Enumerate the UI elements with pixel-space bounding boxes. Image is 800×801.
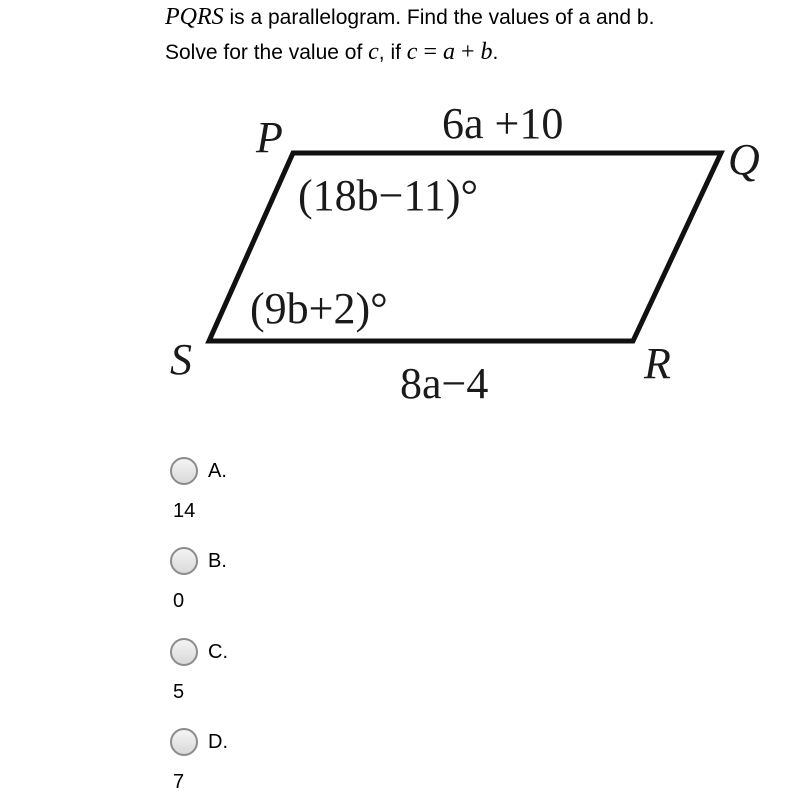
question-line-2-end: .	[492, 41, 499, 64]
option-c-letter: C.	[208, 641, 228, 663]
question-line-2-prefix: Solve for the value of	[165, 41, 369, 64]
angle-p-label: (18b−11)°	[298, 171, 479, 220]
option-d-radio[interactable]	[170, 728, 198, 756]
parallelogram-diagram	[170, 88, 790, 408]
option-b-letter: B.	[208, 550, 227, 572]
option-c-radio[interactable]	[170, 638, 198, 666]
vertex-label-s: S	[170, 335, 192, 384]
option-d-value: 7	[173, 771, 185, 793]
option-d-letter: D.	[208, 731, 228, 753]
question-text	[165, 0, 795, 70]
equation-c: c	[406, 39, 418, 65]
equation-a: a	[443, 39, 455, 65]
equation-b: b	[480, 39, 493, 65]
option-a-radio[interactable]	[170, 457, 198, 485]
variable-c: c	[368, 39, 379, 65]
vertex-label-p: P	[256, 113, 283, 162]
question-line-1-text: is a parallelogram. Find the values of a and b.	[223, 6, 655, 29]
question-line-1	[165, 0, 795, 35]
question-line-2-mid: , if	[378, 41, 407, 64]
vertex-label-q: Q	[728, 135, 760, 184]
question-line-2	[165, 35, 795, 70]
parallelogram-name: PQRS	[165, 4, 224, 30]
bottom-side-label: 8a−4	[400, 359, 489, 408]
equation-plus: +	[455, 39, 481, 65]
vertex-label-r: R	[644, 339, 671, 388]
parallelogram-figure	[170, 88, 790, 408]
option-c-value: 5	[173, 681, 185, 703]
option-a-letter: A.	[208, 460, 227, 482]
top-side-label: 6a +10	[442, 99, 564, 148]
angle-s-label: (9b+2)°	[250, 284, 388, 333]
option-b-radio[interactable]	[170, 547, 198, 575]
equation-equals: =	[417, 39, 443, 65]
option-b-value: 0	[173, 590, 185, 612]
option-a-value: 14	[173, 500, 196, 522]
